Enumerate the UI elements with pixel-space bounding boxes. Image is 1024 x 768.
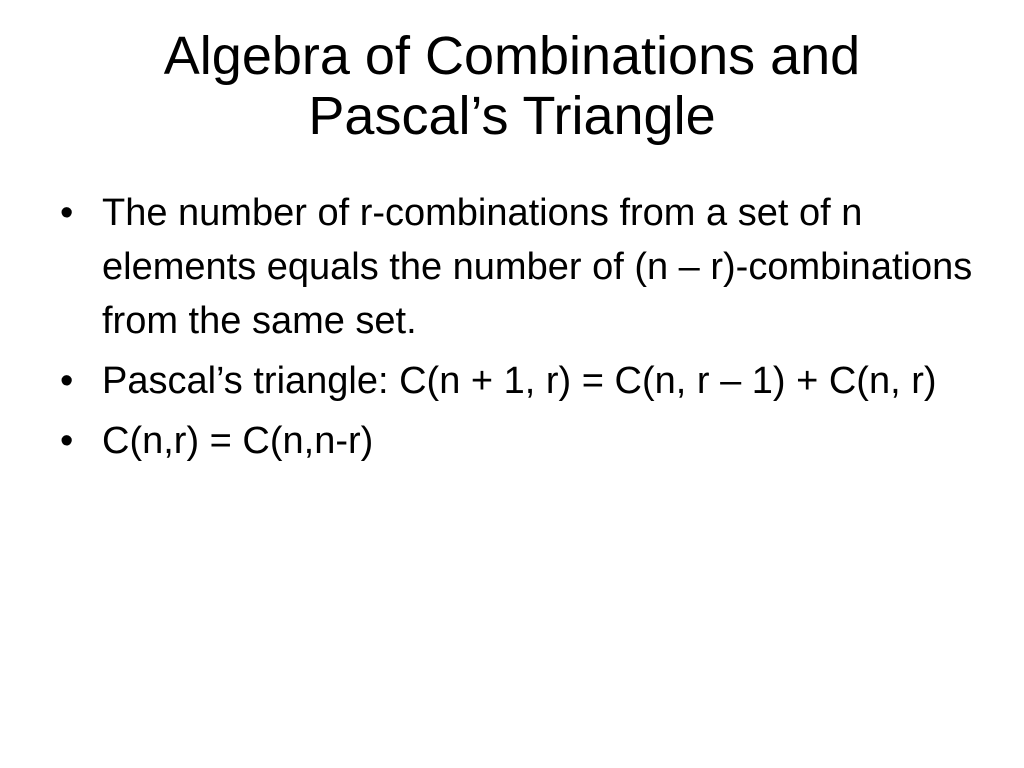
bullet-list xyxy=(56,186,976,474)
bullet-item-combinations-symmetry xyxy=(56,186,976,348)
bullet-dot-icon: • xyxy=(60,360,74,402)
bullet-item-pascals-triangle xyxy=(56,354,976,408)
slide-title xyxy=(60,26,964,146)
bullet-text: Pascal’s triangle: C(n + 1, r) = C(n, r – 1) + C(n, r) xyxy=(102,360,937,402)
bullet-item-identity xyxy=(56,414,976,468)
bullet-text: C(n,r) = C(n,n-r) xyxy=(102,420,374,462)
bullet-dot-icon: • xyxy=(60,420,74,462)
bullet-text: The number of r-combinations from a set of n elements equals the number of (n – r)-combinations from the same set. xyxy=(102,192,973,342)
slide-title-line-2: Pascal’s Triangle xyxy=(308,86,716,146)
slide-title-line-1: Algebra of Combinations and xyxy=(163,26,861,86)
bullet-dot-icon: • xyxy=(60,192,74,234)
